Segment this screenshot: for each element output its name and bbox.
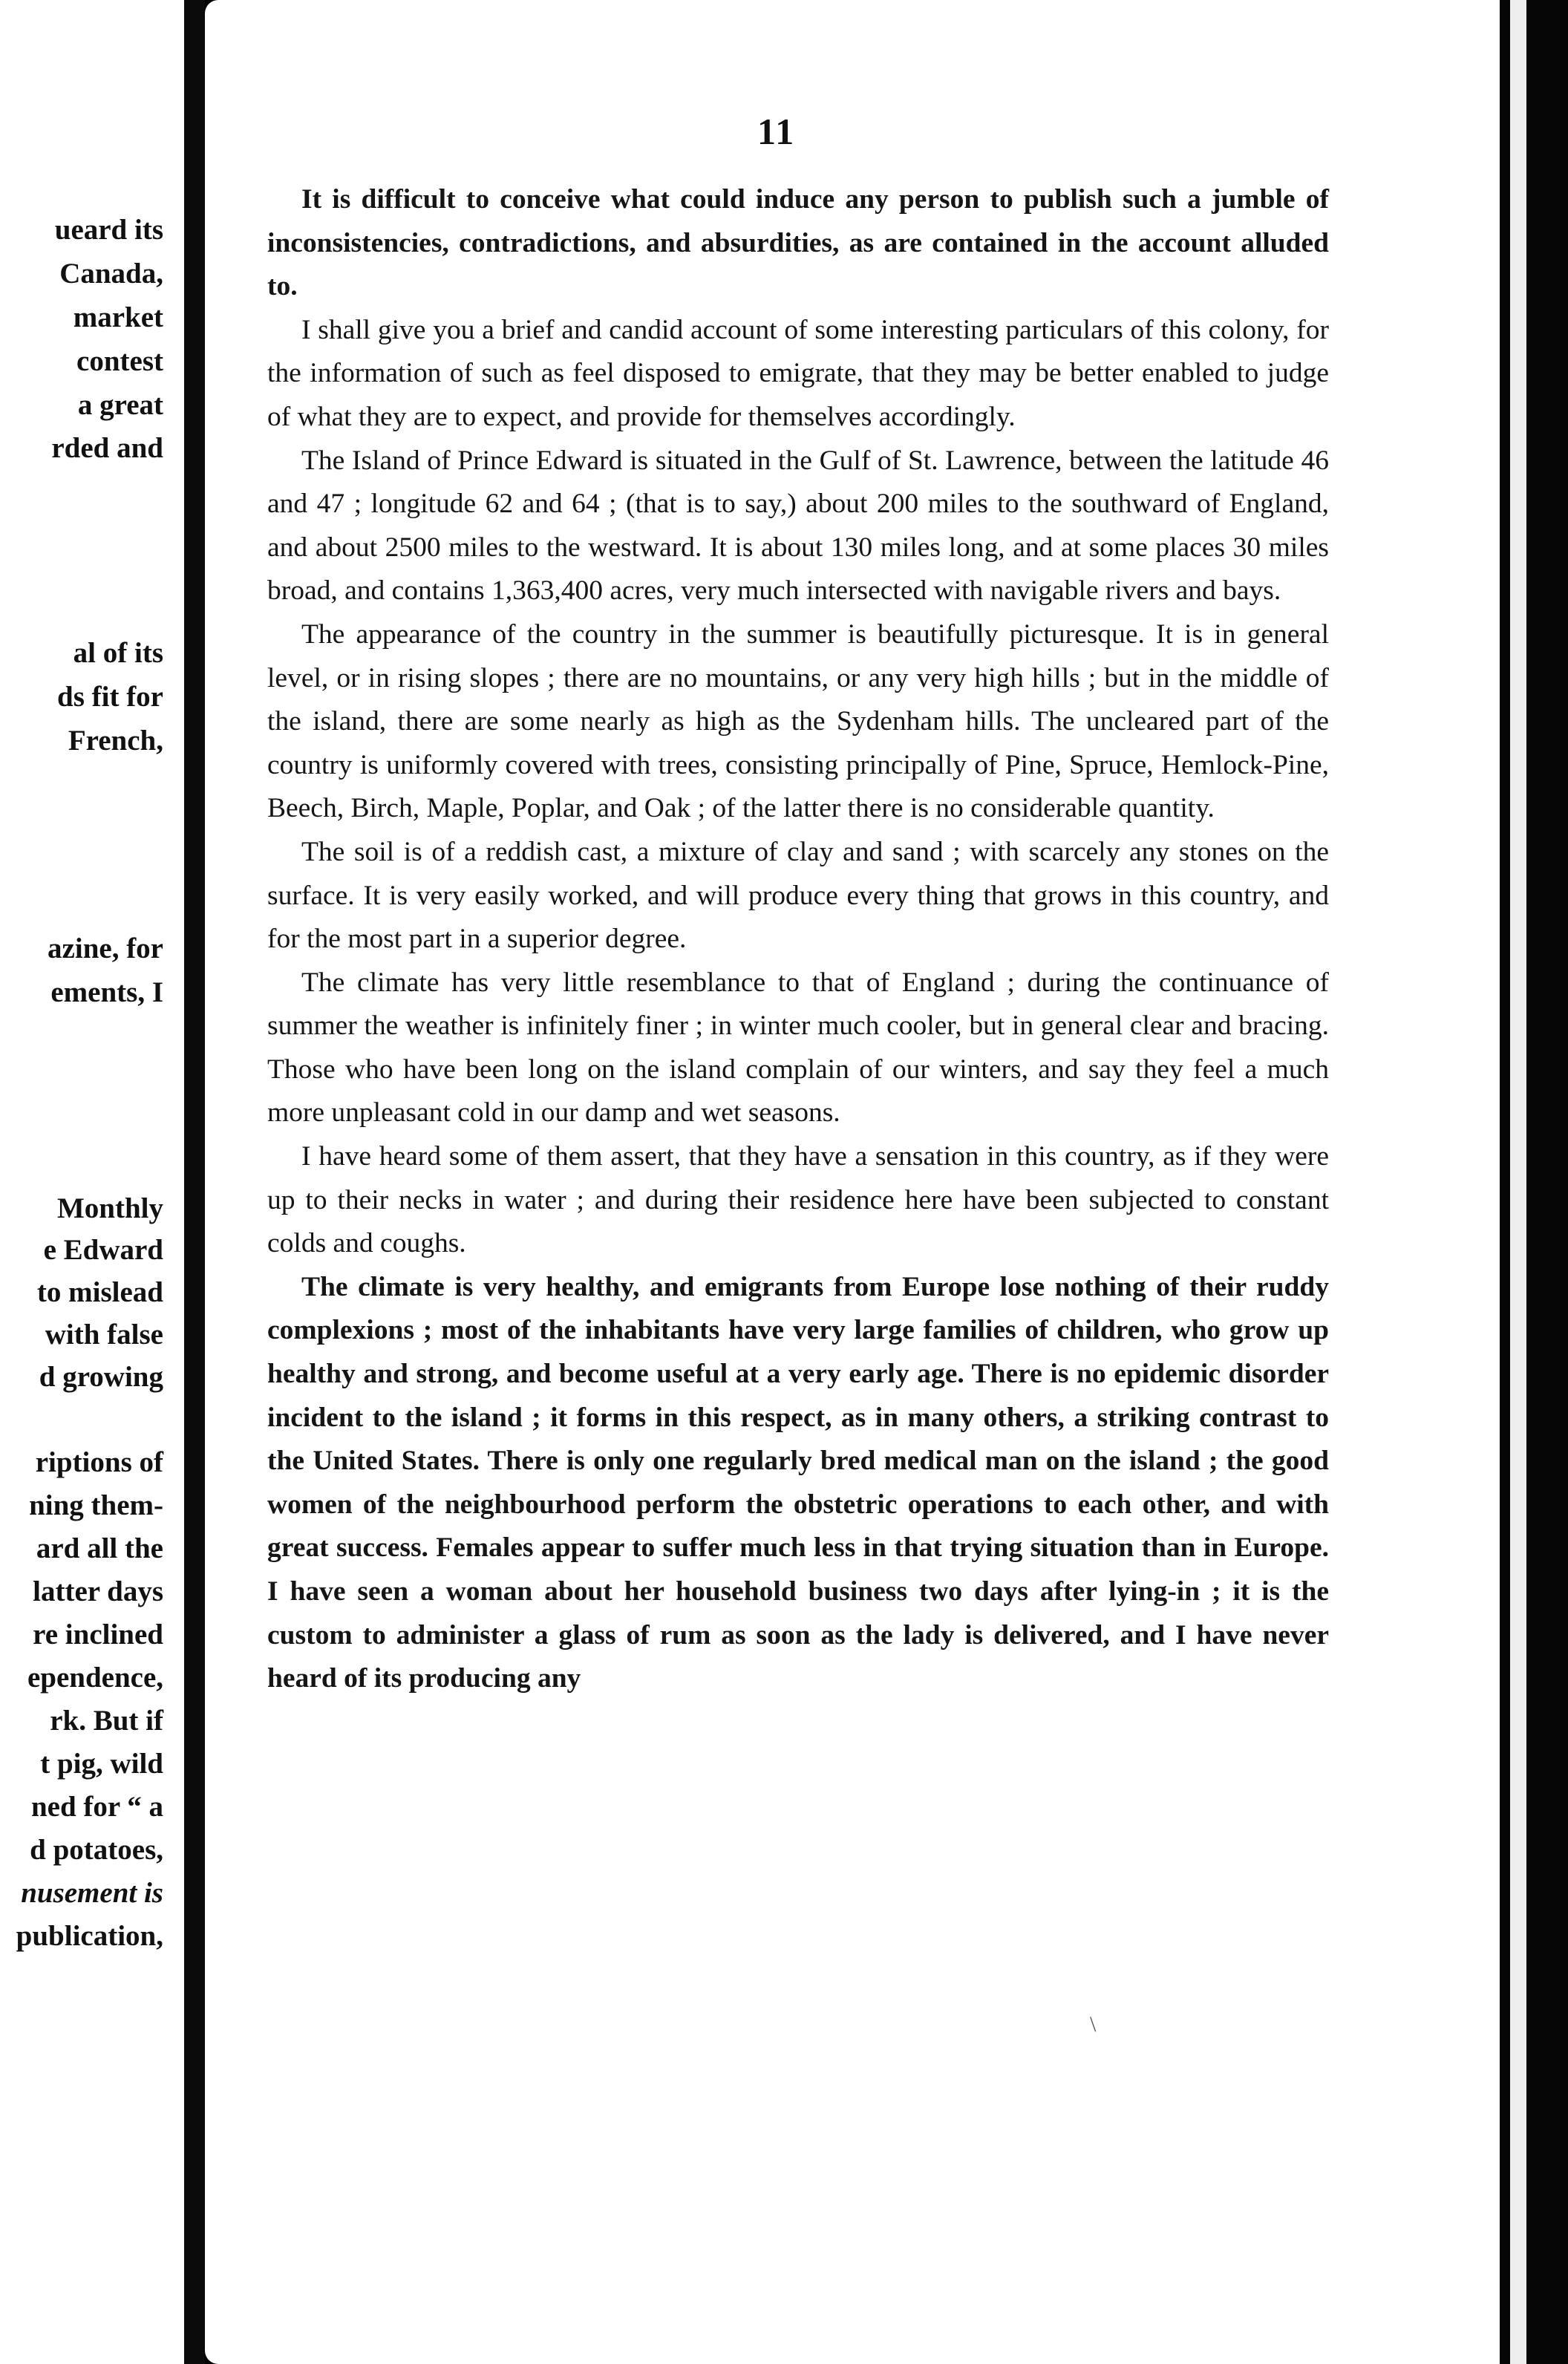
paragraph: The appearance of the country in the summer is beautifully picturesque. It is in general level, or in rising slopes ; there are no mountains, or any very high hills ; but in the middle of the island, there are some nearly as high as the Sydenham hills. The uncleared part of the country is uniformly covered with trees, consisting principally of Pine, Spruce, Hemlock-Pine, Beech, Birch, Maple, Poplar, and Oak ; of the latter there is no considerable quantity. bbox=[267, 618, 1329, 824]
fragment-line: to mislead bbox=[36, 1276, 163, 1308]
fragment-line: d potatoes, bbox=[30, 1834, 163, 1866]
fragment-line: riptions of bbox=[35, 1446, 163, 1478]
paragraph: The soil is of a reddish cast, a mixture of clay and sand ; with scarcely any stones on the surface. It is very easily worked, and will produce every thing that grows in this country, and for the most part in a superior degree. bbox=[267, 836, 1329, 955]
paragraph: The Island of Prince Edward is situated in the Gulf of St. Lawrence, between the latitude 46 and 47 ; longitude 62 and 64 ; (that is to say,) about 200 miles to the southward of England, and about 2500 miles to the westward. It is about 130 miles long, and at some places 30 miles broad, and contains 1,363,400 acres, very much intersected with navigable rivers and bays. bbox=[267, 445, 1329, 607]
fragment-line: d growing bbox=[39, 1361, 163, 1393]
fragment-line: French, bbox=[68, 725, 163, 757]
fragment-line: ements, I bbox=[50, 976, 163, 1008]
fragment-line: publication, bbox=[16, 1920, 163, 1952]
fragment-line: nusement is bbox=[21, 1877, 163, 1909]
ink-mark: \ bbox=[1090, 2012, 1097, 2037]
book-gutter bbox=[184, 0, 205, 2364]
page-number: 11 bbox=[757, 111, 796, 152]
fragment-line: t pig, wild bbox=[40, 1748, 163, 1780]
fragment-line: ueard its bbox=[54, 214, 163, 246]
paragraph: It is difficult to conceive what could induce any person to publish such a jumble of inconsistencies, contradictions, and absurdities, as are contained in the account alluded to. bbox=[267, 184, 1329, 302]
left-page-margin bbox=[0, 0, 184, 2364]
fragment-line: re inclined bbox=[33, 1619, 163, 1650]
fragment-line: azine, for bbox=[48, 933, 163, 964]
fragment-line: ard all the bbox=[36, 1532, 163, 1564]
fragment-line: ds fit for bbox=[57, 681, 163, 713]
fragment-line: e Edward bbox=[43, 1234, 163, 1266]
body-text bbox=[267, 178, 1329, 1701]
fragment-line: market bbox=[73, 301, 163, 333]
fragment-line: ependence, bbox=[27, 1662, 163, 1694]
fragment-line: a great bbox=[77, 389, 163, 421]
paragraph: I shall give you a brief and candid account of some interesting particulars of this colony, for the information of such as feel disposed to emigrate, that they may be better enabled to judge of what they are to expect, and provide for themselves accordingly. bbox=[267, 314, 1329, 432]
page-edge-strip bbox=[1510, 0, 1526, 2364]
fragment-line: rded and bbox=[51, 432, 163, 464]
fragment-line: latter days bbox=[33, 1576, 163, 1607]
fragment-line: ned for “ a bbox=[30, 1791, 163, 1823]
fragment-line: Monthly bbox=[56, 1192, 163, 1224]
right-page-edge bbox=[1500, 0, 1568, 2364]
fragment-line: rk. But if bbox=[50, 1705, 163, 1737]
fragment-line: with false bbox=[45, 1319, 163, 1351]
paragraph: I have heard some of them assert, that they have a sensation in this country, as if they were up to their necks in water ; and during their residence here have been subjected to constant colds and coughs. bbox=[267, 1141, 1329, 1259]
fragment-line: contest bbox=[76, 345, 163, 377]
fragment-line: al of its bbox=[73, 637, 163, 669]
fragment-line: Canada, bbox=[59, 258, 163, 290]
fragment-line: ning them- bbox=[29, 1489, 163, 1521]
paragraph: The climate is very healthy, and emigrants from Europe lose nothing of their ruddy complexions ; most of the inhabitants have very large families of children, who grow up healthy and strong, and become useful at a very early age. There is no epidemic disorder incident to the island ; it forms in this respect, as in many others, a striking contrast to the United States. There is only one regularly bred medical man on the island ; the good women of the neighbourhood perform the obstetric operations to each other, and with great success. Females appear to suffer much less in that trying situation than in Europe. I have seen a woman about her household business two days after lying-in ; it is the custom to administer a glass of rum as soon as the lady is delivered, and I have never heard of its producing any bbox=[267, 1271, 1329, 1694]
paragraph: The climate has very little resemblance to that of England ; during the continuance of summer the weather is infinitely finer ; in winter much cooler, but in general clear and bracing. Those who have been long on the island complain of our winters, and say they feel a much more unpleasant cold in our damp and wet seasons. bbox=[267, 967, 1329, 1129]
